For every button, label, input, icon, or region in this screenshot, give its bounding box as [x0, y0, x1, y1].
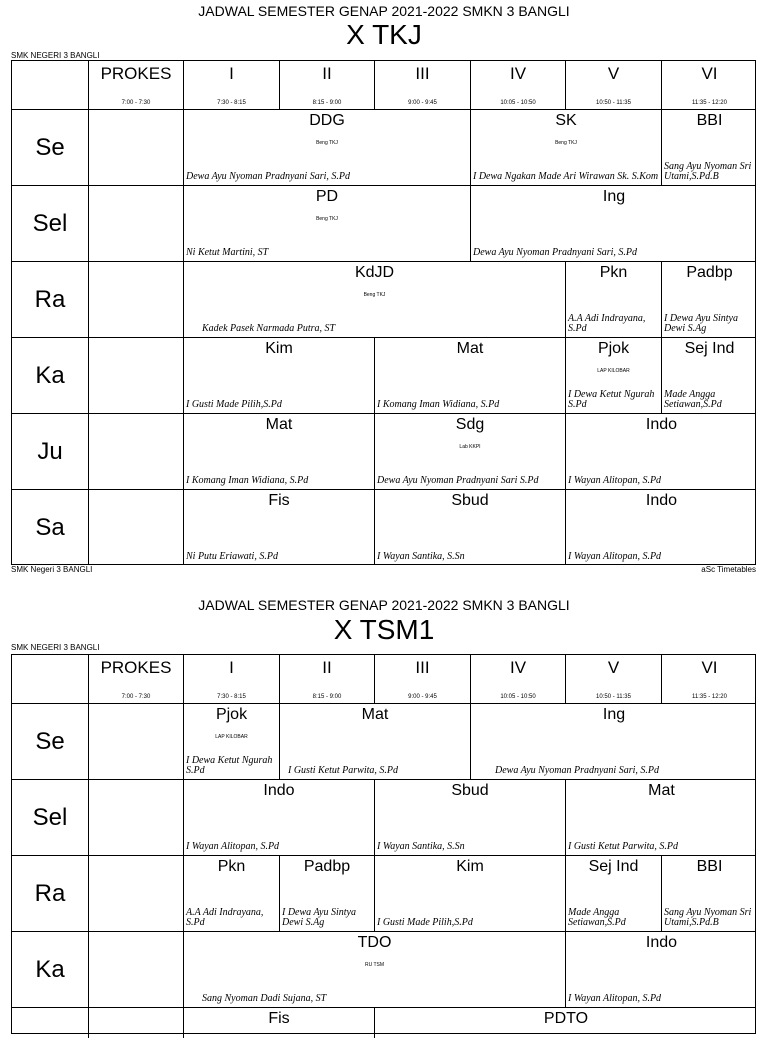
period-name: VI — [701, 64, 718, 83]
timetable-grid — [11, 654, 756, 1034]
lesson-cell — [375, 338, 566, 413]
day-label: Ka — [35, 361, 65, 389]
day-label: Ra — [34, 879, 66, 907]
period-header — [375, 61, 471, 109]
lesson-cell — [662, 856, 757, 931]
period-name: II — [322, 658, 332, 677]
lesson-subject: Indo — [263, 782, 295, 799]
lesson-subject: Sdg — [455, 416, 485, 433]
lesson-room: Beng TKJ — [316, 216, 338, 222]
lesson-subject: DDG — [309, 112, 345, 129]
lesson-subject: Ing — [602, 706, 626, 723]
lesson-subject: Ing — [602, 188, 626, 205]
day-label-cell — [12, 1008, 89, 1038]
prokes-cell — [89, 704, 184, 779]
prokes-cell — [89, 414, 184, 489]
period-time: 7:30 - 8:15 — [217, 100, 246, 106]
day-row — [12, 262, 755, 338]
period-name: PROKES — [100, 64, 172, 83]
day-label: Ka — [35, 955, 65, 983]
lesson-teacher: A.A Adi Indrayana, S.Pd — [186, 907, 264, 928]
day-label: Ju — [37, 437, 63, 465]
lesson-cell — [662, 338, 757, 413]
lesson-cell — [375, 1008, 757, 1038]
period-header — [184, 61, 280, 109]
period-time: 10:05 - 10:50 — [500, 694, 536, 700]
period-header — [89, 61, 184, 109]
period-name: I — [229, 64, 234, 83]
lesson-cell — [184, 1008, 375, 1038]
prokes-cell — [89, 262, 184, 337]
lesson-teacher: I Dewa Ayu Sintya Dewi S.Ag — [664, 313, 738, 334]
period-header — [566, 61, 662, 109]
lesson-teacher: Dewa Ayu Nyoman Pradnyani Sari, S.Pd — [473, 247, 637, 258]
lesson-teacher: Kadek Pasek Narmada Putra, ST — [202, 323, 336, 334]
corner-cell — [12, 655, 89, 703]
period-name: V — [607, 64, 620, 83]
lesson-cell — [662, 262, 757, 337]
lesson-subject: Padbp — [303, 858, 351, 875]
prokes-cell — [89, 1008, 184, 1038]
lesson-cell — [662, 110, 757, 185]
lesson-subject: Fis — [268, 492, 290, 509]
lesson-cell — [375, 490, 566, 565]
period-header — [471, 61, 566, 109]
day-row — [12, 186, 755, 262]
lesson-subject: Pkn — [599, 264, 628, 281]
lesson-teacher: I Komang Iman Widiana, S.Pd — [377, 399, 500, 410]
lesson-cell — [184, 110, 471, 185]
period-time: 11:35 - 12:20 — [692, 100, 727, 106]
period-header — [184, 655, 280, 703]
lesson-subject: Mat — [361, 706, 389, 723]
lesson-teacher: Ni Putu Eriawati, S.Pd — [186, 551, 278, 562]
prokes-cell — [89, 110, 184, 185]
day-label-cell — [12, 490, 89, 565]
period-name: PROKES — [100, 658, 172, 677]
lesson-subject: Padbp — [686, 264, 733, 281]
prokes-cell — [89, 338, 184, 413]
lesson-teacher: I Wayan Alitopan, S.Pd — [568, 551, 662, 562]
period-header-row — [12, 61, 755, 110]
lesson-teacher: I Wayan Santika, S.Sn — [377, 841, 465, 852]
lesson-room: Beng TKJ — [555, 140, 577, 146]
lesson-teacher: I Wayan Alitopan, S.Pd — [186, 841, 280, 852]
lesson-cell — [280, 856, 375, 931]
prokes-cell — [89, 186, 184, 261]
period-name: V — [607, 658, 620, 677]
lesson-cell — [375, 414, 566, 489]
lesson-cell — [471, 704, 757, 779]
lesson-teacher: I Gusti Ketut Parwita, S.Pd — [288, 765, 398, 776]
lesson-subject: Sej Ind — [588, 858, 639, 875]
period-time: 10:05 - 10:50 — [500, 100, 536, 106]
day-label: Sel — [32, 209, 68, 237]
lesson-subject: BBI — [696, 858, 723, 875]
lesson-cell — [566, 856, 662, 931]
lesson-teacher: Dewa Ayu Nyoman Pradnyani Sari, S.Pd — [495, 765, 659, 776]
day-label-cell — [12, 186, 89, 261]
lesson-cell — [566, 780, 757, 855]
period-time: 9:00 - 9:45 — [408, 100, 437, 106]
lesson-cell — [184, 186, 471, 261]
lesson-subject: KdJD — [354, 264, 395, 281]
period-header — [662, 655, 757, 703]
lesson-cell — [566, 932, 757, 1007]
lesson-subject: SK — [555, 112, 577, 129]
day-label: Sa — [35, 513, 65, 541]
lesson-teacher: Sang Nyoman Dadi Sujana, ST — [202, 993, 327, 1004]
lesson-teacher: I Gusti Made Pilih,S.Pd — [377, 917, 473, 928]
period-time: 7:00 - 7:30 — [121, 694, 151, 700]
lesson-subject: Sbud — [451, 492, 489, 509]
day-row — [12, 338, 755, 414]
day-row — [12, 704, 755, 780]
period-header — [375, 655, 471, 703]
period-time: 8:15 - 9:00 — [312, 100, 342, 106]
lesson-teacher: I Dewa Ketut Ngurah S.Pd — [568, 389, 655, 410]
period-time: 8:15 - 9:00 — [312, 694, 342, 700]
lesson-subject: Mat — [456, 340, 484, 357]
lesson-room: Beng TKJ — [363, 292, 386, 298]
day-row — [12, 1008, 755, 1038]
lesson-cell — [184, 262, 566, 337]
day-row — [12, 110, 755, 186]
lesson-teacher: I Wayan Santika, S.Sn — [377, 551, 465, 562]
lesson-cell — [184, 780, 375, 855]
period-time: 7:30 - 8:15 — [217, 694, 246, 700]
day-label-cell — [12, 414, 89, 489]
lesson-subject: Kim — [456, 858, 484, 875]
footer-school: SMK Negeri 3 BANGLI — [11, 565, 93, 574]
day-label-cell — [12, 262, 89, 337]
lesson-teacher: A.A Adi Indrayana, S.Pd — [568, 313, 646, 334]
period-name: III — [415, 64, 430, 83]
period-header — [471, 655, 566, 703]
lesson-teacher: I Dewa Ketut Ngurah S.Pd — [186, 755, 273, 776]
lesson-teacher: Ni Ketut Martini, ST — [186, 247, 269, 258]
prokes-cell — [89, 780, 184, 855]
lesson-room: LAP KILOBAR — [597, 368, 630, 374]
lesson-subject: PDTO — [543, 1010, 589, 1027]
lesson-cell — [184, 932, 566, 1007]
timetable-title: JADWAL SEMESTER GENAP 2021-2022 SMKN 3 BANGLI — [198, 3, 570, 19]
lesson-subject: Mat — [265, 416, 293, 433]
lesson-teacher: Sang Ayu Nyoman Sri Utami,S.Pd.B — [664, 161, 752, 182]
lesson-subject: Kim — [265, 340, 293, 357]
corner-cell — [12, 61, 89, 109]
lesson-subject: PD — [315, 188, 339, 205]
lesson-cell — [566, 414, 757, 489]
lesson-teacher: I Dewa Ayu Sintya Dewi S.Ag — [282, 907, 356, 928]
lesson-cell — [566, 338, 662, 413]
lesson-cell — [184, 414, 375, 489]
lesson-subject: Fis — [268, 1010, 290, 1027]
day-label-cell — [12, 704, 89, 779]
lesson-teacher: I Gusti Ketut Parwita, S.Pd — [568, 841, 678, 852]
school-name: SMK NEGERI 3 BANGLI — [11, 51, 100, 60]
lesson-teacher: Dewa Ayu Nyoman Pradnyani Sari S.Pd — [377, 475, 539, 486]
day-label: Sel — [32, 803, 68, 831]
day-row — [12, 780, 755, 856]
day-label: Ra — [34, 285, 66, 313]
period-time: 7:00 - 7:30 — [121, 100, 151, 106]
lesson-room: RU TSM — [364, 962, 385, 968]
period-header — [566, 655, 662, 703]
lesson-cell — [375, 780, 566, 855]
lesson-teacher: I Wayan Alitopan, S.Pd — [568, 475, 662, 486]
period-name: I — [229, 658, 234, 677]
day-label-cell — [12, 110, 89, 185]
lesson-cell — [280, 704, 471, 779]
lesson-cell — [184, 490, 375, 565]
lesson-teacher: Sang Ayu Nyoman Sri Utami,S.Pd.B — [664, 907, 752, 928]
period-header — [280, 61, 375, 109]
lesson-cell — [471, 186, 757, 261]
lesson-subject: TDO — [357, 934, 392, 951]
lesson-teacher: I Komang Iman Widiana, S.Pd — [186, 475, 309, 486]
lesson-room: LAP KILOBAR — [215, 734, 248, 740]
lesson-cell — [375, 856, 566, 931]
lesson-subject: Sbud — [451, 782, 489, 799]
lesson-subject: Indo — [645, 934, 678, 951]
prokes-cell — [89, 856, 184, 931]
lesson-cell — [566, 490, 757, 565]
day-row — [12, 856, 755, 932]
period-name: III — [415, 658, 430, 677]
day-label: Se — [35, 727, 65, 755]
lesson-subject: Indo — [645, 416, 678, 433]
lesson-subject: Mat — [648, 782, 675, 799]
period-name: IV — [509, 64, 527, 83]
footer-software: aSc Timetables — [701, 565, 756, 574]
lesson-subject: Pjok — [215, 706, 248, 723]
lesson-cell — [471, 110, 662, 185]
day-row — [12, 932, 755, 1008]
lesson-subject: Sej Ind — [684, 340, 735, 357]
period-header — [662, 61, 757, 109]
lesson-teacher: I Gusti Made Pilih,S.Pd — [186, 399, 282, 410]
lesson-cell — [184, 704, 280, 779]
class-name: X TKJ — [346, 19, 422, 50]
lesson-cell — [566, 262, 662, 337]
period-header — [89, 655, 184, 703]
day-label-cell — [12, 856, 89, 931]
prokes-cell — [89, 490, 184, 565]
lesson-teacher: I Dewa Ngakan Made Ari Wirawan Sk. S.Kom — [473, 171, 659, 182]
school-name: SMK NEGERI 3 BANGLI — [11, 643, 100, 652]
day-label: Se — [35, 133, 65, 161]
lesson-room: Lab KKPI — [459, 444, 481, 450]
lesson-cell — [184, 338, 375, 413]
period-name: VI — [701, 658, 718, 677]
day-row — [12, 490, 755, 565]
lesson-subject: BBI — [696, 112, 723, 129]
period-time: 9:00 - 9:45 — [408, 694, 437, 700]
prokes-cell — [89, 932, 184, 1007]
period-name: II — [322, 64, 332, 83]
lesson-cell — [184, 856, 280, 931]
lesson-subject: Indo — [645, 492, 678, 509]
timetable-grid — [11, 60, 756, 565]
period-time: 10:50 - 11:35 — [596, 100, 631, 106]
lesson-teacher: Dewa Ayu Nyoman Pradnyani Sari, S.Pd — [186, 171, 350, 182]
period-time: 11:35 - 12:20 — [692, 694, 727, 700]
lesson-teacher: Made Angga Setiawan,S.Pd — [664, 389, 722, 410]
lesson-teacher: Made Angga Setiawan,S.Pd — [568, 907, 626, 928]
timetable-title: JADWAL SEMESTER GENAP 2021-2022 SMKN 3 BANGLI — [198, 597, 570, 613]
day-row — [12, 414, 755, 490]
day-label-cell — [12, 338, 89, 413]
period-header — [280, 655, 375, 703]
lesson-subject: Pkn — [217, 858, 246, 875]
day-label-cell — [12, 932, 89, 1007]
lesson-teacher: I Wayan Alitopan, S.Pd — [568, 993, 662, 1004]
lesson-subject: Pjok — [597, 340, 630, 357]
lesson-room: Beng TKJ — [316, 140, 338, 146]
class-name: X TSM1 — [333, 614, 435, 645]
period-time: 10:50 - 11:35 — [596, 694, 631, 700]
period-header-row — [12, 655, 755, 704]
period-name: IV — [509, 658, 527, 677]
day-label-cell — [12, 780, 89, 855]
